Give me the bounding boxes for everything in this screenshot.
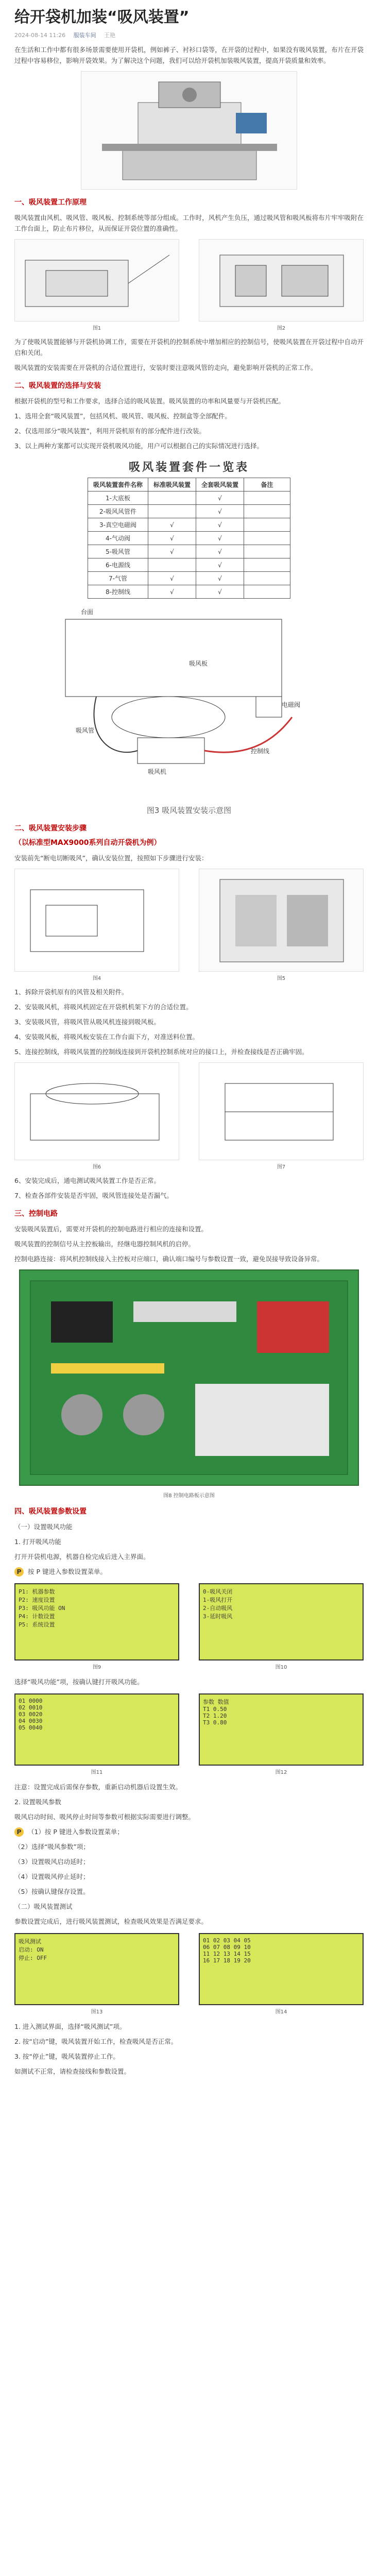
lcd-line: P3: 吸风功能 ON <box>19 1605 65 1612</box>
label-pipe: 吸风管 <box>76 727 95 734</box>
paragraph: 2、安装吸风机，将吸风机固定在开袋机机架下方的合适位置。 <box>14 1003 193 1011</box>
figure-caption: 图3 吸风装置安装示意图 <box>146 806 232 815</box>
figure-caption: 图11 <box>91 1770 103 1775</box>
paragraph: 吸风装置由风机、吸风管、吸风板、控制系统等部分组成。工作时，风机产生负压，通过吸风管和吸风板将布片牢牢吸附在工作台面上，防止布片移位，从而保证开袋位置的准确性。 <box>14 214 364 232</box>
label-table: 台面 <box>81 608 94 616</box>
table-cell: √ <box>196 558 244 572</box>
table-cell <box>244 558 290 572</box>
table-header: 备注 <box>244 478 290 492</box>
p-key-icon: P <box>14 1827 24 1837</box>
machine-drawing <box>81 72 297 189</box>
table-cell <box>244 545 290 558</box>
table-cell: 4-气动阀 <box>88 532 148 545</box>
lcd-screen <box>199 1693 364 1766</box>
article-meta <box>14 31 364 40</box>
table-cell: √ <box>196 572 244 585</box>
paragraph: （3）设置吸风启动延时； <box>14 1858 90 1866</box>
section-heading: 三、控制电路 <box>14 1210 58 1218</box>
paragraph-text: （1）按 P 键进入参数设置菜单； <box>27 1828 124 1836</box>
install-diagram <box>35 604 343 800</box>
figure-7-drawing <box>199 1063 363 1160</box>
paragraph: 1. 打开吸风功能 <box>14 1538 61 1546</box>
table-cell: 7-气管 <box>88 572 148 585</box>
paragraph: 2. 设置吸风参数 <box>14 1798 61 1806</box>
paragraph: 选择“吸风功能”项，按确认键打开吸风功能。 <box>14 1678 144 1686</box>
lcd-line: P1: 机器参数 <box>19 1588 55 1595</box>
table-header: 全套吸风装置 <box>196 478 244 492</box>
lcd-line: T3 0.80 <box>203 1719 227 1726</box>
paragraph: 参数设置完成后，进行吸风装置测试，检查吸风效果是否满足要求。 <box>14 1918 208 1925</box>
figure-caption: 图2 <box>277 326 286 331</box>
figure-13 <box>14 1933 179 2015</box>
figure-11 <box>14 1693 179 1775</box>
section-subheading: （以标准型MAX9000系列自动开袋机为例） <box>14 839 161 847</box>
figure-caption: 图12 <box>275 1770 287 1775</box>
table-cell: √ <box>148 572 196 585</box>
paragraph: （一）设置吸风功能 <box>14 1523 73 1531</box>
lcd-line: 0-吸风关闭 <box>203 1588 233 1595</box>
table-cell: √ <box>196 492 244 505</box>
table-cell: √ <box>196 545 244 558</box>
table-row <box>88 545 290 558</box>
lcd-line: 01 0000 <box>19 1698 43 1704</box>
figure-caption: 图7 <box>277 1164 286 1170</box>
lcd-line: 11 12 13 14 15 <box>203 1951 251 1957</box>
p-key-icon: P <box>14 1567 24 1577</box>
table-cell <box>148 492 196 505</box>
lcd-line: 吸风测试 <box>19 1938 41 1945</box>
paragraph: （4）设置吸风停止延时； <box>14 1873 90 1880</box>
lcd-line: 03 0020 <box>19 1711 43 1718</box>
table-cell <box>244 518 290 532</box>
table-row <box>88 518 290 532</box>
table-row <box>88 492 290 505</box>
figure-5-drawing <box>199 869 363 971</box>
table-row <box>88 505 290 518</box>
paragraph: 安装前先“断电切断吸风”，确认安装位置，按照如下步骤进行安装： <box>14 854 208 862</box>
lcd-line: 16 17 18 19 20 <box>203 1957 251 1964</box>
paragraph: 3. 按“停止”键，吸风装置停止工作。 <box>14 2053 119 2060</box>
table-cell: √ <box>196 518 244 532</box>
paragraph: 3、以上两种方案都可以实现开袋机吸风功能，用户可以根据自己的实际情况进行选择。 <box>14 442 263 450</box>
lcd-line: P4: 计数设置 <box>19 1613 55 1620</box>
figure-4-drawing <box>15 869 179 971</box>
table-header-row <box>88 478 290 492</box>
lcd-line: 启动: ON <box>19 1946 44 1953</box>
figure-1-drawing <box>15 240 179 321</box>
figure-caption: 图13 <box>91 2009 103 2015</box>
kit-table <box>88 478 290 599</box>
figure-6 <box>14 1062 179 1170</box>
figure-caption: 图1 <box>92 326 101 331</box>
label-valve: 电磁阀 <box>282 701 301 708</box>
table-cell <box>244 505 290 518</box>
lcd-line: 05 0040 <box>19 1724 43 1731</box>
paragraph: 1、选用全套“吸风装置”，包括风机、吸风管、吸风板、控制盒等全部配件。 <box>14 412 231 420</box>
machine-photo <box>81 71 297 190</box>
paragraph-text: 按 P 键进入参数设置菜单。 <box>27 1568 107 1575</box>
table-cell: 3-真空电磁阀 <box>88 518 148 532</box>
paragraph: 4、安装吸风板，将吸风板安装在工作台面下方，对准送料位置。 <box>14 1033 199 1041</box>
paragraph: 3、安装吸风管，将吸风管从吸风机连接到吸风板。 <box>14 1018 160 1026</box>
figure-5 <box>199 869 364 981</box>
article-author: 王艳 <box>104 32 116 39</box>
label-board: 吸风板 <box>189 660 208 667</box>
table-cell: √ <box>148 585 196 599</box>
label-pump: 吸风机 <box>148 768 167 775</box>
paragraph: 根据开袋机的型号和工作要求，选择合适的吸风装置。吸风装置的功率和风量要与开袋机匹配。 <box>14 397 285 405</box>
table-cell: √ <box>196 585 244 599</box>
lcd-line: 02 0010 <box>19 1704 43 1711</box>
figure-14 <box>199 1933 364 2015</box>
label-ctrl: 控制线 <box>251 748 270 755</box>
figure-7 <box>199 1062 364 1170</box>
paragraph <box>14 1826 364 1837</box>
table-cell <box>148 505 196 518</box>
table-cell: 8-控制线 <box>88 585 148 599</box>
lcd-line: 04 0030 <box>19 1718 43 1724</box>
lcd-line: 01 02 03 04 05 <box>203 1937 251 1944</box>
table-cell <box>148 558 196 572</box>
paragraph: 打开开袋机电源，机器自检完成后进入主界面。 <box>14 1553 150 1561</box>
table-row <box>88 572 290 585</box>
paragraph: 控制电路连接：将风机控制线接入主控板对应端口，确认端口编号与参数设置一致，避免误接导致设备异常。 <box>14 1255 324 1263</box>
table-cell: 5-吸风管 <box>88 545 148 558</box>
lcd-line: P5: 系统设置 <box>19 1621 55 1628</box>
paragraph: 安装吸风装置后，需要对开袋机的控制电路进行相应的连接和设置。 <box>14 1225 208 1233</box>
paragraph: 注意：设置完成后需保存参数，重新启动机器后设置生效。 <box>14 1783 182 1791</box>
article-source-link[interactable]: 服装车间 <box>73 32 96 39</box>
lcd-line: T1 0.50 <box>203 1706 227 1713</box>
figure-2 <box>199 239 364 331</box>
paragraph: 1. 进入测试界面，选择“吸风测试”项。 <box>14 2023 126 2030</box>
paragraph: 2. 按“启动”键，吸风装置开始工作，检查吸风是否正常。 <box>14 2038 178 2045</box>
install-diagram-drawing <box>35 604 343 800</box>
figure-caption: 图10 <box>275 1665 287 1670</box>
table-cell <box>244 532 290 545</box>
figure-caption: 图9 <box>92 1665 101 1670</box>
section-heading: 二、吸风装置的选择与安装 <box>14 382 101 390</box>
paragraph: 2、仅选用部分“吸风装置”，利用开袋机原有的部分配件进行改装。 <box>14 427 205 435</box>
lcd-screen <box>14 1583 179 1660</box>
section-heading: 四、吸风装置参数设置 <box>14 1507 87 1516</box>
table-cell: √ <box>148 545 196 558</box>
figure-caption: 图8 控制电路板示意图 <box>163 1493 215 1499</box>
table-header: 吸风装置套件名称 <box>88 478 148 492</box>
paragraph: 吸风装置的安装需要在开袋机的合适位置进行，安装时要注意吸风管的走向，避免影响开袋机的正常工作。 <box>14 364 317 371</box>
paragraph: 6、安装完成后，通电测试吸风装置工作是否正常。 <box>14 1177 160 1184</box>
paragraph: （2）选择“吸风参数”项； <box>14 1843 90 1851</box>
figure-12 <box>199 1693 364 1775</box>
paragraph: 在生活和工作中都有很多场景需要使用开袋机，例如裤子、衬衫口袋等，在开袋的过程中，如果没有吸风装置，布片在开袋过程中容易移位，影响开袋效果。为了解决这个问题，我们可以给开袋机加装吸风装置，提高开袋质量和效率。 <box>14 46 364 64</box>
table-title: 吸风装置套件一览表 <box>128 461 249 474</box>
figure-9 <box>14 1583 179 1670</box>
article-date: 2024-08-14 11:26 <box>14 32 66 39</box>
lcd-screen <box>14 1693 179 1766</box>
table-cell <box>244 572 290 585</box>
lcd-line: 2-自动吸风 <box>203 1605 233 1612</box>
table-cell <box>244 492 290 505</box>
paragraph: 5、连接控制线，将吸风装置的控制线连接到开袋机控制系统对应的接口上，并检查接线是否正确牢固。 <box>14 1048 308 1056</box>
table-cell <box>244 585 290 599</box>
lcd-line: 06 07 08 09 10 <box>203 1944 251 1951</box>
table-header: 标准吸风装置 <box>148 478 196 492</box>
section-heading: 一、吸风装置工作原理 <box>14 198 87 207</box>
paragraph: （二）吸风装置测试 <box>14 1903 73 1910</box>
paragraph: 7、检查各部件安装是否牢固，吸风管连接处是否漏气。 <box>14 1192 173 1199</box>
paragraph: 1、拆除开袋机原有的风管及相关附件。 <box>14 988 128 996</box>
table-cell: √ <box>148 532 196 545</box>
section-heading: 二、吸风装置安装步骤 <box>14 824 87 833</box>
figure-caption: 图6 <box>92 1164 101 1170</box>
lcd-line: 参数 数值 <box>203 1699 229 1705</box>
paragraph: 如测试不正常，请检查接线和参数设置。 <box>14 2067 131 2075</box>
lcd-screen <box>14 1933 179 2005</box>
article-title: 给开袋机加装“吸风装置” <box>14 8 190 26</box>
lcd-screen <box>199 1933 364 2005</box>
figure-caption: 图14 <box>275 2009 287 2015</box>
lcd-line: 3-延时吸风 <box>203 1613 233 1620</box>
figure-6-drawing <box>15 1063 179 1160</box>
table-cell: 6-电源线 <box>88 558 148 572</box>
table-row <box>88 585 290 599</box>
circuit-board-photo <box>19 1269 359 1486</box>
table-row <box>88 532 290 545</box>
figure-10 <box>199 1583 364 1670</box>
lcd-line: P2: 速度设置 <box>19 1597 55 1603</box>
paragraph: 为了使吸风装置能够与开袋机协调工作，需要在开袋机的控制系统中增加相应的控制信号，使吸风装置在开袋过程中自动开启和关闭。 <box>14 338 364 357</box>
table-row <box>88 558 290 572</box>
lcd-screen <box>199 1583 364 1660</box>
lcd-line: 1-吸风打开 <box>203 1597 233 1603</box>
paragraph: 吸风启动时间、吸风停止时间等参数可根据实际需要进行调整。 <box>14 1813 195 1821</box>
lcd-line: T2 1.20 <box>203 1713 227 1719</box>
table-cell: √ <box>148 518 196 532</box>
figure-1 <box>14 239 179 331</box>
circuit-board-drawing <box>20 1270 358 1485</box>
table-cell: √ <box>196 532 244 545</box>
paragraph: 吸风装置的控制信号从主控板输出，经继电器控制风机的启停。 <box>14 1240 195 1248</box>
figure-4 <box>14 869 179 981</box>
paragraph <box>14 1566 364 1577</box>
table-cell: 2-吸风风管件 <box>88 505 148 518</box>
table-cell: √ <box>196 505 244 518</box>
figure-caption: 图4 <box>92 976 101 981</box>
paragraph: （5）按确认键保存设置。 <box>14 1888 90 1895</box>
figure-2-drawing <box>199 240 363 321</box>
lcd-line: 停止: OFF <box>19 1955 47 1961</box>
table-cell: 1-大底板 <box>88 492 148 505</box>
figure-caption: 图5 <box>277 976 286 981</box>
